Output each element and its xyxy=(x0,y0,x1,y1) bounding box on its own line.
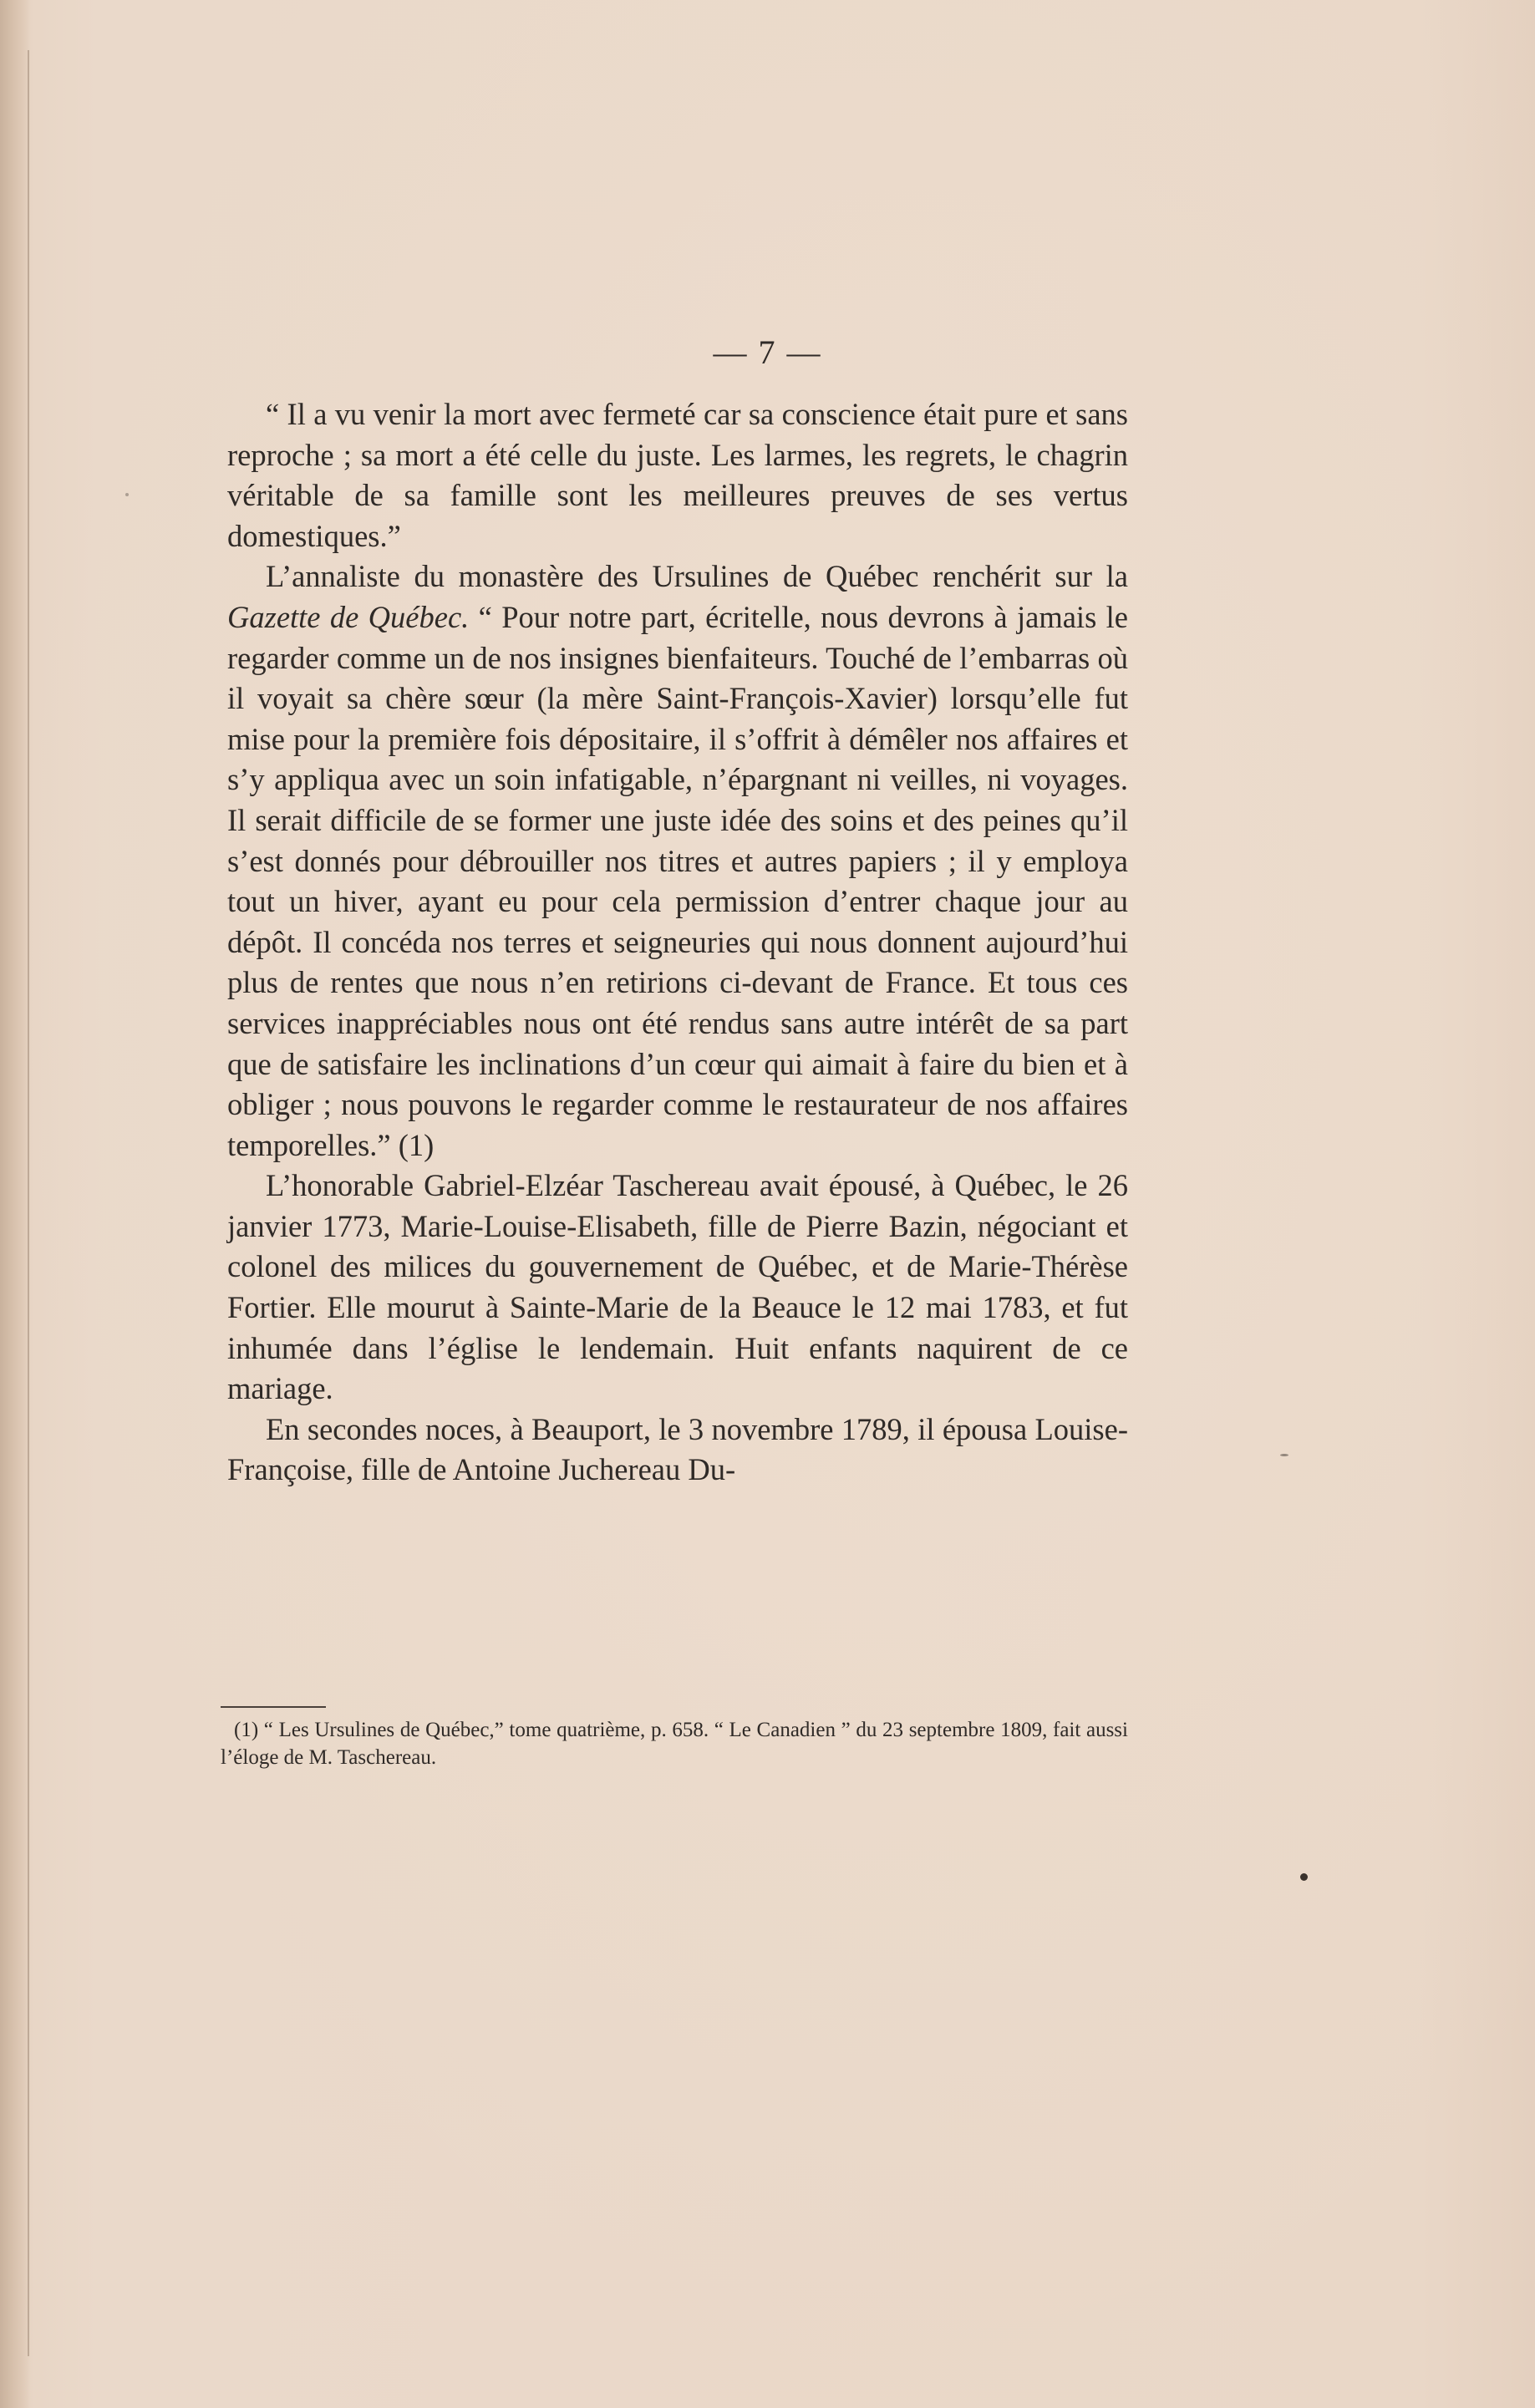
italic-title: Gazette de Québec. xyxy=(227,599,470,634)
ink-speck xyxy=(125,493,129,496)
ink-speck xyxy=(1280,1454,1288,1456)
paragraph: “ Il a vu venir la mort avec fermeté car sa conscience était pure et sans reproche ; sa mort a été celle du juste. Les larmes, les regrets, le chagrin véritable de sa famille sont les meilleures preuves de ses vertus domestiques.” xyxy=(227,397,1128,553)
page-number: — 7 — xyxy=(713,333,822,371)
paragraph: En secondes noces, à Beauport, le 3 novembre 1789, il épousa Louise-Françoise, fille de Antoine Juchereau Du- xyxy=(227,1411,1128,1487)
binding-line xyxy=(28,50,29,2356)
ink-speck xyxy=(1300,1873,1308,1881)
paragraph: L’annaliste du monastère des Ursulines de Québec renchérit sur la Gazette de Québec. “ Pour notre part, écritelle, nous devrons à jamais le regarder comme un de nos insignes bienfaiteurs. Touché de l’embarras où il voyait sa chère sœur (la mère Saint-François-Xavier) lorsqu’elle fut mise pour la première fois dépositaire, il s’offrit à démêler nos affaires et s’y appliqua avec un soin infatigable, n’épargnant ni veilles, ni voyages. Il serait difficile de se former une juste idée des soins et des peines qu’il s’est donnés pour débrouiller nos titres et autres papiers ; il y employa tout un hiver, ayant eu pour cela permission d’entrer chaque jour au dépôt. Il concéda nos terres et seigneuries qui nous donnent aujourd’hui plus de rentes que nous n’en retirions ci-devant de France. Et tous ces services inappréciables nous ont été rendus sans autre intérêt de sa part que de satisfaire les inclinations d’un cœur qui aimait à faire du bien et à obliger ; nous pouvons le regarder comme le restaurateur de nos affaires temporelles.” (1) xyxy=(227,559,1128,1162)
paragraph: L’honorable Gabriel-Elzéar Taschereau avait épousé, à Québec, le 26 janvier 1773, Marie-Louise-Elisabeth, fille de Pierre Bazin, négociant et colonel des milices du gouvernement de Québec, et de Marie-Thérèse Fortier. Elle mourut à Sainte-Marie de la Beauce le 12 mai 1783, et fut inhumée dans l’église le lendemain. Huit enfants naquirent de ce mariage. xyxy=(227,1168,1128,1406)
body-text xyxy=(227,394,1128,1491)
footnote: (1) “ Les Ursulines de Québec,” tome quatrième, p. 658. “ Le Canadien ” du 23 septembre 1809, fait aussi l’éloge de M. Taschereau. xyxy=(221,1719,1128,1769)
footnote-rule xyxy=(221,1706,326,1708)
